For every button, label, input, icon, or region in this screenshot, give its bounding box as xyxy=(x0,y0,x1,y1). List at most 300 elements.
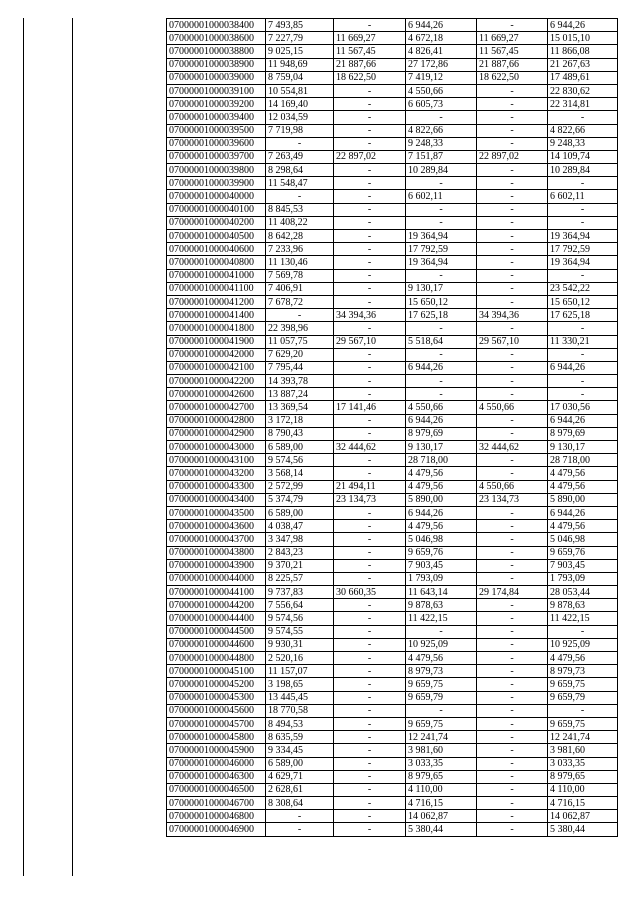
value-cell: 7 719,98 xyxy=(266,124,334,137)
row-code-cell: 07000001000041800 xyxy=(167,322,266,335)
value-cell: - xyxy=(406,625,477,638)
value-cell: - xyxy=(334,348,406,361)
value-cell: - xyxy=(477,520,548,533)
value-cell: - xyxy=(477,625,548,638)
table-row xyxy=(167,691,618,704)
value-cell: - xyxy=(266,823,334,836)
value-cell: - xyxy=(477,388,548,401)
value-cell: - xyxy=(334,770,406,783)
value-cell: 7 556,64 xyxy=(266,599,334,612)
row-code-cell: 07000001000042900 xyxy=(167,427,266,440)
value-cell: 5 518,64 xyxy=(406,335,477,348)
value-cell: 3 033,35 xyxy=(406,757,477,770)
row-code-cell: 07000001000045900 xyxy=(167,744,266,757)
value-cell: 5 380,44 xyxy=(406,823,477,836)
value-cell: - xyxy=(266,810,334,823)
value-cell: 11 948,69 xyxy=(266,58,334,71)
value-cell: 5 380,44 xyxy=(548,823,618,836)
table-row xyxy=(167,177,618,190)
value-cell: - xyxy=(477,546,548,559)
value-cell: - xyxy=(334,744,406,757)
row-code-cell: 07000001000046000 xyxy=(167,757,266,770)
value-cell: 7 795,44 xyxy=(266,361,334,374)
table-row xyxy=(167,111,618,124)
table-row xyxy=(167,506,618,519)
value-cell: 6 605,73 xyxy=(406,98,477,111)
value-cell: 2 520,16 xyxy=(266,652,334,665)
value-cell: 11 866,08 xyxy=(548,45,618,58)
value-cell: - xyxy=(477,190,548,203)
value-cell: - xyxy=(477,322,548,335)
table-row xyxy=(167,467,618,480)
value-cell: - xyxy=(477,652,548,665)
value-cell: - xyxy=(477,559,548,572)
value-cell: - xyxy=(477,454,548,467)
table-row xyxy=(167,572,618,585)
table-row xyxy=(167,665,618,678)
value-cell: 2 572,99 xyxy=(266,480,334,493)
value-cell: - xyxy=(334,823,406,836)
value-cell: 11 643,14 xyxy=(406,586,477,599)
value-cell: 7 629,20 xyxy=(266,348,334,361)
value-cell: 18 770,58 xyxy=(266,704,334,717)
value-cell: 29 174,84 xyxy=(477,586,548,599)
value-cell: 4 479,56 xyxy=(406,480,477,493)
value-cell: 28 718,00 xyxy=(548,454,618,467)
value-cell: 4 822,66 xyxy=(406,124,477,137)
value-cell: 6 944,26 xyxy=(548,19,618,32)
value-cell: 34 394,36 xyxy=(477,309,548,322)
value-cell: - xyxy=(477,823,548,836)
value-cell: - xyxy=(266,190,334,203)
value-cell: - xyxy=(477,770,548,783)
value-cell: - xyxy=(334,559,406,572)
row-code-cell: 07000001000042000 xyxy=(167,348,266,361)
row-code-cell: 07000001000041100 xyxy=(167,282,266,295)
row-code-cell: 07000001000042800 xyxy=(167,414,266,427)
value-cell: 4 479,56 xyxy=(548,480,618,493)
value-cell: 3 981,60 xyxy=(548,744,618,757)
value-cell: - xyxy=(334,612,406,625)
value-cell: 1 793,09 xyxy=(406,572,477,585)
value-cell: - xyxy=(334,269,406,282)
value-cell: - xyxy=(477,84,548,97)
value-cell: - xyxy=(334,295,406,308)
table-row xyxy=(167,124,618,137)
value-cell: 9 659,76 xyxy=(548,546,618,559)
table-row xyxy=(167,480,618,493)
value-cell: 22 897,02 xyxy=(477,150,548,163)
row-code-cell: 07000001000044600 xyxy=(167,638,266,651)
value-cell: - xyxy=(477,164,548,177)
row-code-cell: 07000001000040200 xyxy=(167,216,266,229)
table-row xyxy=(167,216,618,229)
value-cell: 9 574,56 xyxy=(266,454,334,467)
value-cell: 9 659,75 xyxy=(406,678,477,691)
value-cell: 9 659,76 xyxy=(406,546,477,559)
value-cell: 17 489,61 xyxy=(548,71,618,84)
value-cell: - xyxy=(334,124,406,137)
value-cell: 30 660,35 xyxy=(334,586,406,599)
row-code-cell: 07000001000039600 xyxy=(167,137,266,150)
value-cell: 8 979,65 xyxy=(406,770,477,783)
value-cell: - xyxy=(477,256,548,269)
value-cell: - xyxy=(406,704,477,717)
value-cell: 13 369,54 xyxy=(266,401,334,414)
value-cell: 4 550,66 xyxy=(477,401,548,414)
value-cell: 34 394,36 xyxy=(334,309,406,322)
value-cell: 15 015,10 xyxy=(548,32,618,45)
value-cell: - xyxy=(334,98,406,111)
value-cell: 4 479,56 xyxy=(406,467,477,480)
value-cell: - xyxy=(334,322,406,335)
value-cell: - xyxy=(548,177,618,190)
value-cell: - xyxy=(334,506,406,519)
table-row xyxy=(167,546,618,559)
row-code-cell: 07000001000039000 xyxy=(167,71,266,84)
value-cell: - xyxy=(406,111,477,124)
row-code-cell: 07000001000043200 xyxy=(167,467,266,480)
value-cell: 7 678,72 xyxy=(266,295,334,308)
value-cell: 3 198,65 xyxy=(266,678,334,691)
value-cell: - xyxy=(406,375,477,388)
data-table xyxy=(166,18,618,837)
value-cell: - xyxy=(334,678,406,691)
value-cell: 9 130,17 xyxy=(548,441,618,454)
value-cell: - xyxy=(334,520,406,533)
table-row xyxy=(167,98,618,111)
value-cell: 1 793,09 xyxy=(548,572,618,585)
value-cell: 9 878,63 xyxy=(406,599,477,612)
value-cell: 27 172,86 xyxy=(406,58,477,71)
value-cell: 3 033,35 xyxy=(548,757,618,770)
value-cell: - xyxy=(334,717,406,730)
value-cell: - xyxy=(548,375,618,388)
value-cell: 22 830,62 xyxy=(548,84,618,97)
value-cell: 17 792,59 xyxy=(548,243,618,256)
value-cell: 19 364,94 xyxy=(406,256,477,269)
value-cell: 29 567,10 xyxy=(334,335,406,348)
row-code-cell: 07000001000042600 xyxy=(167,388,266,401)
row-code-cell: 07000001000046900 xyxy=(167,823,266,836)
value-cell: 9 930,31 xyxy=(266,638,334,651)
table-row xyxy=(167,823,618,836)
value-cell: 3 568,14 xyxy=(266,467,334,480)
value-cell: 8 308,64 xyxy=(266,797,334,810)
row-code-cell: 07000001000046700 xyxy=(167,797,266,810)
table-row xyxy=(167,243,618,256)
value-cell: - xyxy=(477,704,548,717)
value-cell: - xyxy=(477,137,548,150)
row-code-cell: 07000001000044400 xyxy=(167,612,266,625)
value-cell: 6 602,11 xyxy=(406,190,477,203)
table-row xyxy=(167,256,618,269)
row-code-cell: 07000001000038600 xyxy=(167,32,266,45)
value-cell: 4 672,18 xyxy=(406,32,477,45)
value-cell: 32 444,62 xyxy=(334,441,406,454)
value-cell: 19 364,94 xyxy=(548,256,618,269)
table-row xyxy=(167,361,618,374)
row-code-cell: 07000001000040100 xyxy=(167,203,266,216)
value-cell: - xyxy=(406,177,477,190)
value-cell: - xyxy=(477,282,548,295)
value-cell: - xyxy=(548,111,618,124)
row-code-cell: 07000001000043000 xyxy=(167,441,266,454)
value-cell: - xyxy=(334,388,406,401)
value-cell: 4 822,66 xyxy=(548,124,618,137)
value-cell: 11 669,27 xyxy=(477,32,548,45)
value-cell: - xyxy=(548,704,618,717)
value-cell: 4 479,56 xyxy=(548,467,618,480)
value-cell: 4 716,15 xyxy=(548,797,618,810)
value-cell: 8 790,43 xyxy=(266,427,334,440)
value-cell: - xyxy=(548,388,618,401)
value-cell: 28 718,00 xyxy=(406,454,477,467)
table-row xyxy=(167,230,618,243)
table-row xyxy=(167,282,618,295)
value-cell: 6 602,11 xyxy=(548,190,618,203)
value-cell: 15 650,12 xyxy=(406,295,477,308)
value-cell: - xyxy=(477,177,548,190)
value-cell: 11 567,45 xyxy=(334,45,406,58)
left-border-line xyxy=(23,18,24,876)
table-row xyxy=(167,797,618,810)
table-row xyxy=(167,335,618,348)
table-row xyxy=(167,401,618,414)
table-row xyxy=(167,32,618,45)
value-cell: 7 406,91 xyxy=(266,282,334,295)
value-cell: 11 422,15 xyxy=(406,612,477,625)
row-code-cell: 07000001000043800 xyxy=(167,546,266,559)
value-cell: 9 130,17 xyxy=(406,282,477,295)
row-code-cell: 07000001000042100 xyxy=(167,361,266,374)
table-row xyxy=(167,164,618,177)
value-cell: 9 878,63 xyxy=(548,599,618,612)
value-cell: - xyxy=(477,375,548,388)
table-row xyxy=(167,58,618,71)
table-row xyxy=(167,638,618,651)
value-cell: 9 574,56 xyxy=(266,612,334,625)
value-cell: - xyxy=(334,731,406,744)
value-cell: 7 493,85 xyxy=(266,19,334,32)
value-cell: - xyxy=(477,533,548,546)
value-cell: 11 669,27 xyxy=(334,32,406,45)
row-code-cell: 07000001000039500 xyxy=(167,124,266,137)
value-cell: - xyxy=(477,269,548,282)
table-row xyxy=(167,559,618,572)
value-cell: - xyxy=(477,731,548,744)
row-code-cell: 07000001000043100 xyxy=(167,454,266,467)
value-cell: 10 925,09 xyxy=(406,638,477,651)
value-cell: 11 057,75 xyxy=(266,335,334,348)
value-cell: 10 289,84 xyxy=(548,164,618,177)
value-cell: 11 330,21 xyxy=(548,335,618,348)
value-cell: - xyxy=(477,691,548,704)
value-cell: 22 398,96 xyxy=(266,322,334,335)
value-cell: - xyxy=(334,665,406,678)
value-cell: - xyxy=(334,111,406,124)
value-cell: 11 548,47 xyxy=(266,177,334,190)
value-cell: 10 289,84 xyxy=(406,164,477,177)
value-cell: 17 792,59 xyxy=(406,243,477,256)
value-cell: 10 925,09 xyxy=(548,638,618,651)
value-cell: - xyxy=(477,783,548,796)
row-code-cell: 07000001000039900 xyxy=(167,177,266,190)
value-cell: 4 550,66 xyxy=(477,480,548,493)
value-cell: - xyxy=(334,572,406,585)
value-cell: 3 347,98 xyxy=(266,533,334,546)
table-row xyxy=(167,770,618,783)
value-cell: 4 110,00 xyxy=(548,783,618,796)
value-cell: 18 622,50 xyxy=(477,71,548,84)
value-cell: 9 370,21 xyxy=(266,559,334,572)
value-cell: 5 890,00 xyxy=(548,493,618,506)
value-cell: - xyxy=(334,652,406,665)
value-cell: 9 574,55 xyxy=(266,625,334,638)
value-cell: - xyxy=(334,216,406,229)
value-cell: - xyxy=(477,678,548,691)
value-cell: 7 233,96 xyxy=(266,243,334,256)
value-cell: 22 314,81 xyxy=(548,98,618,111)
value-cell: 7 419,12 xyxy=(406,71,477,84)
table-row xyxy=(167,348,618,361)
row-code-cell: 07000001000040600 xyxy=(167,243,266,256)
row-code-cell: 07000001000039800 xyxy=(167,164,266,177)
table-row xyxy=(167,414,618,427)
value-cell: - xyxy=(477,717,548,730)
table-row xyxy=(167,520,618,533)
table-row xyxy=(167,586,618,599)
value-cell: 8 845,53 xyxy=(266,203,334,216)
value-cell: 11 157,07 xyxy=(266,665,334,678)
value-cell: - xyxy=(334,361,406,374)
value-cell: - xyxy=(334,599,406,612)
value-cell: 11 130,46 xyxy=(266,256,334,269)
table-row xyxy=(167,427,618,440)
row-code-cell: 07000001000044000 xyxy=(167,572,266,585)
value-cell: 6 589,00 xyxy=(266,757,334,770)
value-cell: 4 479,56 xyxy=(406,520,477,533)
row-code-cell: 07000001000043600 xyxy=(167,520,266,533)
table-row xyxy=(167,599,618,612)
value-cell: 8 225,57 xyxy=(266,572,334,585)
value-cell: - xyxy=(406,388,477,401)
value-cell: 14 169,40 xyxy=(266,98,334,111)
table-row xyxy=(167,137,618,150)
value-cell: 15 650,12 xyxy=(548,295,618,308)
value-cell: 18 622,50 xyxy=(334,71,406,84)
value-cell: 3 981,60 xyxy=(406,744,477,757)
value-cell: 19 364,94 xyxy=(548,230,618,243)
row-code-cell: 07000001000038900 xyxy=(167,58,266,71)
row-code-cell: 07000001000041200 xyxy=(167,295,266,308)
value-cell: - xyxy=(334,454,406,467)
value-cell: 6 944,26 xyxy=(406,19,477,32)
value-cell: - xyxy=(334,638,406,651)
value-cell: 9 248,33 xyxy=(406,137,477,150)
value-cell: 17 625,18 xyxy=(406,309,477,322)
value-cell: - xyxy=(334,243,406,256)
value-cell: 9 659,75 xyxy=(406,717,477,730)
value-cell: 6 944,26 xyxy=(548,414,618,427)
value-cell: 9 659,79 xyxy=(548,691,618,704)
row-code-cell: 07000001000038400 xyxy=(167,19,266,32)
value-cell: - xyxy=(477,427,548,440)
value-cell: 6 944,26 xyxy=(406,361,477,374)
value-cell: 23 134,73 xyxy=(334,493,406,506)
value-cell: - xyxy=(548,216,618,229)
value-cell: - xyxy=(477,665,548,678)
table-row xyxy=(167,203,618,216)
row-code-cell: 07000001000046300 xyxy=(167,770,266,783)
table-row xyxy=(167,454,618,467)
value-cell: 8 635,59 xyxy=(266,731,334,744)
value-cell: 5 046,98 xyxy=(406,533,477,546)
inner-border-line xyxy=(72,18,73,876)
value-cell: - xyxy=(334,546,406,559)
value-cell: 19 364,94 xyxy=(406,230,477,243)
value-cell: 4 110,00 xyxy=(406,783,477,796)
value-cell: - xyxy=(477,203,548,216)
value-cell: - xyxy=(548,625,618,638)
row-code-cell: 07000001000045600 xyxy=(167,704,266,717)
value-cell: - xyxy=(477,98,548,111)
value-cell: - xyxy=(334,467,406,480)
table-row xyxy=(167,678,618,691)
value-cell: - xyxy=(477,572,548,585)
value-cell: - xyxy=(477,467,548,480)
value-cell: - xyxy=(477,243,548,256)
value-cell: - xyxy=(477,797,548,810)
value-cell: - xyxy=(477,414,548,427)
row-code-cell: 07000001000046500 xyxy=(167,783,266,796)
value-cell: - xyxy=(477,19,548,32)
row-code-cell: 07000001000039100 xyxy=(167,84,266,97)
value-cell: 7 569,78 xyxy=(266,269,334,282)
value-cell: 8 759,04 xyxy=(266,71,334,84)
value-cell: - xyxy=(266,137,334,150)
row-code-cell: 07000001000041900 xyxy=(167,335,266,348)
value-cell: 8 298,64 xyxy=(266,164,334,177)
value-cell: 12 241,74 xyxy=(548,731,618,744)
row-code-cell: 07000001000041400 xyxy=(167,309,266,322)
row-code-cell: 07000001000039700 xyxy=(167,150,266,163)
value-cell: 17 141,46 xyxy=(334,401,406,414)
value-cell: 8 979,69 xyxy=(406,427,477,440)
table-row xyxy=(167,441,618,454)
value-cell: 4 826,41 xyxy=(406,45,477,58)
value-cell: - xyxy=(334,625,406,638)
value-cell: - xyxy=(406,269,477,282)
row-code-cell: 07000001000042200 xyxy=(167,375,266,388)
table-row xyxy=(167,744,618,757)
value-cell: - xyxy=(334,691,406,704)
row-code-cell: 07000001000038800 xyxy=(167,45,266,58)
value-cell: 5 374,79 xyxy=(266,493,334,506)
row-code-cell: 07000001000040800 xyxy=(167,256,266,269)
table-row xyxy=(167,731,618,744)
value-cell: - xyxy=(334,414,406,427)
row-code-cell: 07000001000043300 xyxy=(167,480,266,493)
value-cell: 22 897,02 xyxy=(334,150,406,163)
value-cell: - xyxy=(334,230,406,243)
value-cell: 14 393,78 xyxy=(266,375,334,388)
table-row xyxy=(167,71,618,84)
value-cell: 17 625,18 xyxy=(548,309,618,322)
value-cell: 5 890,00 xyxy=(406,493,477,506)
value-cell: 6 944,26 xyxy=(406,414,477,427)
row-code-cell: 07000001000040500 xyxy=(167,230,266,243)
